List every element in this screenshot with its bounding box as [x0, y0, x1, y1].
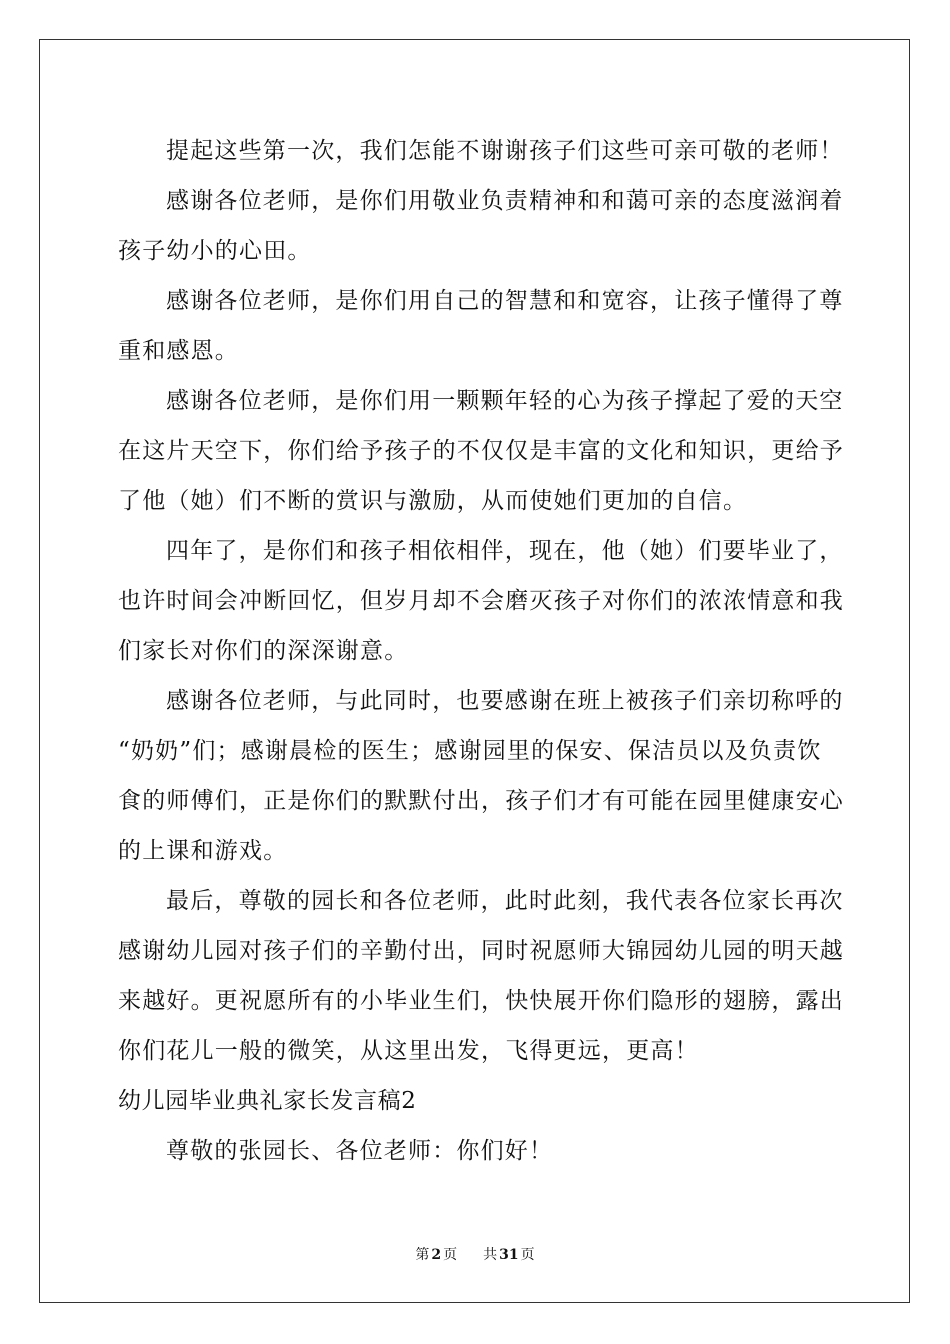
paragraph-line: 提起这些第一次，我们怎能不谢谢孩子们这些可亲可敬的老师！	[166, 138, 844, 164]
paragraph-line: 食的师傅们，正是你们的默默付出，孩子们才有可能在园里健康安心	[118, 788, 844, 814]
paragraph-line: 你们花儿一般的微笑，从这里出发，飞得更远，更高！	[118, 1038, 699, 1064]
paragraph-line: 感谢各位老师，与此同时，也要感谢在班上被孩子们亲切称呼的	[166, 688, 844, 714]
paragraph-line: 了他（她）们不断的赏识与激励，从而使她们更加的自信。	[118, 488, 748, 514]
paragraph-line: 的上课和游戏。	[118, 838, 288, 864]
paragraph-line: 在这片天空下，你们给予孩子的不仅仅是丰富的文化和知识，更给予	[118, 438, 844, 464]
section-heading: 幼儿园毕业典礼家长发言稿2	[118, 1088, 417, 1114]
paragraph-line: 最后，尊敬的园长和各位老师，此时此刻，我代表各位家长再次	[166, 888, 844, 914]
paragraph-line: 来越好。更祝愿所有的小毕业生们，快快展开你们隐形的翅膀，露出	[118, 988, 844, 1014]
paragraph-line: 们家长对你们的深深谢意。	[118, 638, 409, 664]
total-pages-indicator: 共 31 页	[483, 1247, 535, 1263]
paragraph-line: 也许时间会冲断回忆，但岁月却不会磨灭孩子对你们的浓浓情意和我	[118, 588, 844, 614]
document-body	[118, 126, 844, 1176]
page-footer	[0, 1244, 950, 1264]
paragraph-line: 感谢各位老师，是你们用敬业负责精神和和蔼可亲的态度滋润着	[166, 188, 844, 214]
total-pages: 31	[499, 1247, 519, 1263]
paragraph-line: 感谢各位老师，是你们用自己的智慧和和宽容，让孩子懂得了尊	[166, 288, 844, 314]
page-number: 2	[431, 1247, 442, 1263]
paragraph-line: “奶奶”们；感谢晨检的医生；感谢园里的保安、保洁员以及负责饮	[118, 738, 822, 764]
paragraph-line: 四年了，是你们和孩子相依相伴，现在，他（她）们要毕业了，	[166, 538, 844, 564]
paragraph-line: 重和感恩。	[118, 338, 239, 364]
paragraph-line: 感谢各位老师，是你们用一颗颗年轻的心为孩子撑起了爱的天空	[166, 388, 844, 414]
paragraph-line: 尊敬的张园长、各位老师：你们好！	[166, 1138, 554, 1164]
page-indicator: 第 2 页	[415, 1247, 458, 1263]
paragraph-line: 孩子幼小的心田。	[118, 238, 312, 264]
paragraph-line: 感谢幼儿园对孩子们的辛勤付出，同时祝愿师大锦园幼儿园的明天越	[118, 938, 844, 964]
